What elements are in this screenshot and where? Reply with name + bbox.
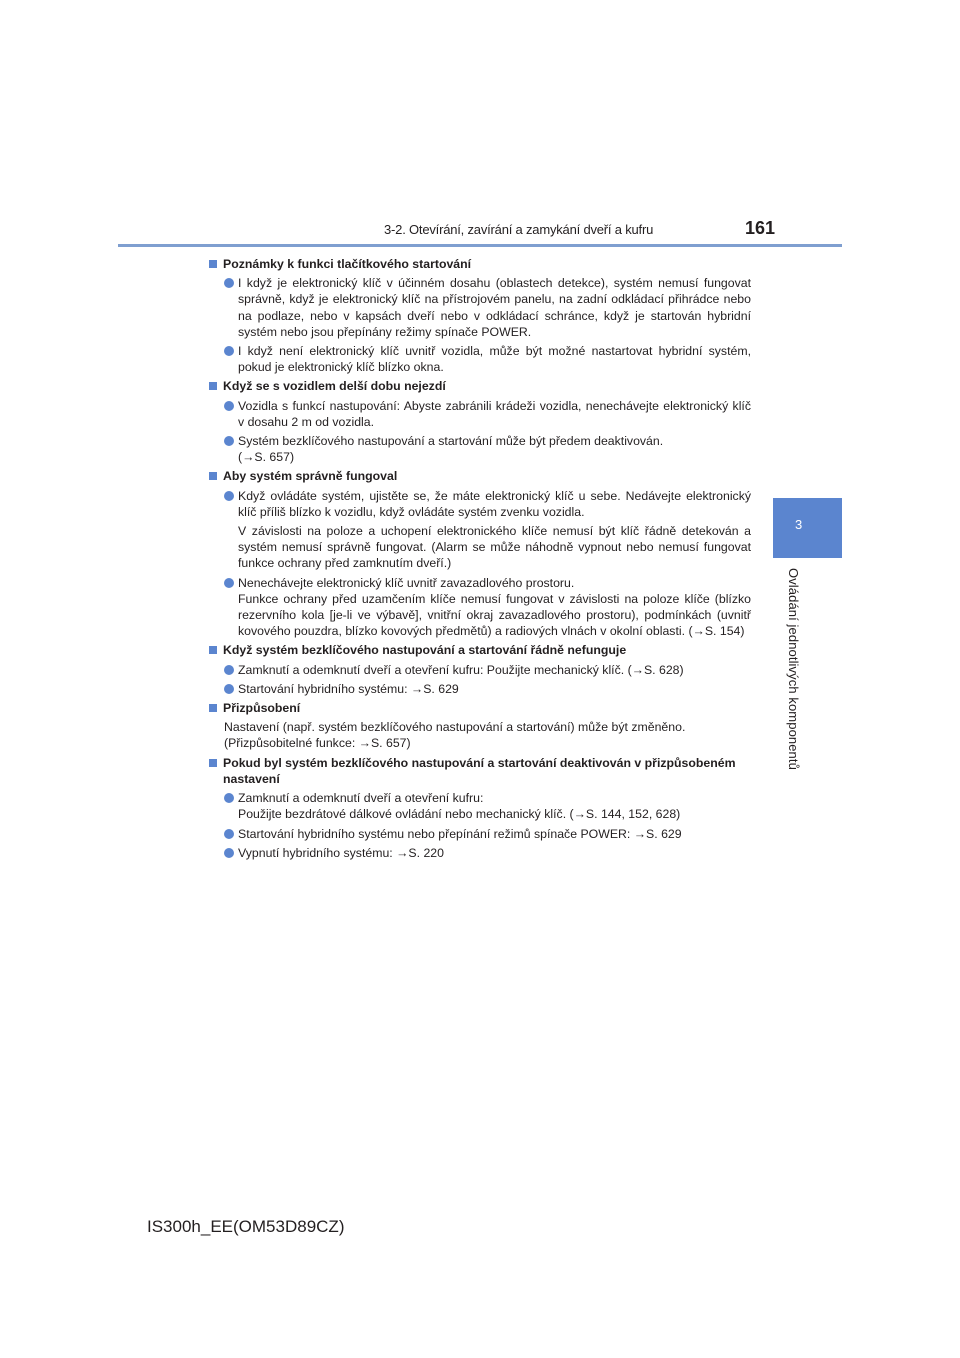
section-title: Poznámky k funkci tlačítkového startování [223,257,472,271]
section-title: Když systém bezklíčového nastupování a startování řádně nefunguje [223,643,627,658]
list-item [224,488,751,520]
section-heading [206,700,751,716]
square-marker-icon [209,472,217,480]
text-line: (Přizpůsobitelné funkce: →S. 657) [224,736,411,751]
bullet-text: I když není elektronický klíč uvnitř vozidla, může být možné nastartovat hybridní systém, pokud je elektronický klíč blízko okna. [238,344,751,375]
list-item [224,575,751,640]
bullet-line: Funkce ochrany před uzamčením klíče nemusí fungovat v závislosti na poloze klíče (blízko rezervního kola [je-li ve výbavě], vnitřní okraj zavazadlového prostoru), podmínkách (uvnitř kovového pouzdra, blízko kovových předmětů) a radiových vlnách v okolní oblasti. (→S. 154) [238,591,751,639]
bullet-line: Nenechávejte elektronický klíč uvnitř zavazadlového prostoru. [238,575,575,590]
bullet-dot-icon [224,578,234,588]
bullet-dot-icon [224,684,234,694]
bullet-dot-icon [224,665,234,675]
bullet-text: Startování hybridního systému: →S. 629 [238,681,459,696]
bullet-line: Zamknutí a odemknutí dveří a otevření kufru: [238,791,484,806]
section-title: Když se s vozidlem delší dobu nejezdí [223,379,446,394]
list-item [224,790,751,822]
list-item [224,662,751,678]
page-number: 161 [745,218,776,238]
section [206,642,751,697]
chapter-tab-number: 3 [795,517,803,532]
list-item [224,275,751,340]
chapter-tab [773,498,842,558]
section [206,755,751,861]
text-line: Nastavení (např. systém bezklíčového nastupování a startování) může být změněno. [224,720,686,735]
square-marker-icon [209,382,217,390]
section-heading [206,755,751,787]
bullet-dot-icon [224,848,234,858]
section [206,256,751,375]
section-heading [206,378,751,394]
bullet-text [238,575,751,640]
square-marker-icon [209,260,217,268]
bullet-text: I když je elektronický klíč v účinném dosahu (oblastech detekce), systém nemusí fungovat správně, když je elektronický klíč na přístrojovém panelu, na zadní odkládací přihrádce nebo na podlaze, nebo v kapsách dveří nebo v odkládací schránce, když je startován hybridní systém nebo jsou přepínány režimy spínače POWER. [238,276,751,339]
section-title: Pokud byl systém bezklíčového nastupování a startování deaktivován v přizpůsobeném nastavení [223,755,736,786]
square-marker-icon [209,759,217,767]
section-heading [206,256,751,272]
list-item [224,845,751,861]
list-item [224,398,751,430]
chapter-title: 3-2. Otevírání, zavírání a zamykání dveří a kufru [384,222,654,237]
section-heading [206,468,751,484]
bullet-dot-icon [224,346,234,356]
bullet-text: Startování hybridního systému nebo přepínání režimů spínače POWER: →S. 629 [238,826,682,841]
bullet-line: Systém bezklíčového nastupování a startování může být předem deaktivován. [238,434,664,449]
section-text [224,719,751,751]
list-item [224,433,751,465]
bullet-text: Když ovládáte systém, ujistěte se, že máte elektronický klíč u sebe. Nedávejte elektronický klíč příliš blízko k vozidlu, když ovládáte systém zvenku vozidla. [238,488,751,519]
page-content [206,256,751,864]
list-item [224,343,751,375]
bullet-dot-icon [224,401,234,411]
section-heading [206,642,751,658]
square-marker-icon [209,646,217,654]
bullet-text: Vozidla s funkcí nastupování: Abyste zabránili krádeži vozidla, nenechávejte elektronický klíč v dosahu 2 m od vozidla. [238,398,751,429]
section-title: Přizpůsobení [223,701,301,716]
section-title: Aby systém správně fungoval [223,469,398,484]
section [206,468,751,639]
bullet-text [238,790,680,822]
header-rule [118,244,842,247]
section [206,700,751,752]
section [206,378,751,465]
bullet-text: Vypnutí hybridního systému: →S. 220 [238,845,444,860]
bullet-dot-icon [224,278,234,288]
bullet-dot-icon [224,436,234,446]
bullet-dot-icon [224,793,234,803]
note-paragraph: V závislosti na poloze a uchopení elektronického klíče nemusí být klíč řádně detekován a systém nemusí správně fungovat. (Alarm se může náhodně vypnout nebo nemusí fungovat funkce ochrany před zamknutím dveří.) [238,524,751,571]
model-code: IS300h_EE(OM53D89CZ) [147,1217,345,1236]
square-marker-icon [209,704,217,712]
bullet-line: Použijte bezdrátové dálkové ovládání nebo mechanický klíč. (→S. 144, 152, 628) [238,807,681,822]
bullet-dot-icon [224,491,234,501]
bullet-line: (→S. 657) [238,450,295,465]
chapter-side-label: Ovládání jednotlivých komponentů [786,568,801,770]
list-item [224,681,751,697]
list-item [224,826,751,842]
bullet-dot-icon [224,829,234,839]
bullet-text: Zamknutí a odemknutí dveří a otevření kufru: Použijte mechanický klíč. (→S. 628) [238,662,684,677]
bullet-text [238,433,663,465]
